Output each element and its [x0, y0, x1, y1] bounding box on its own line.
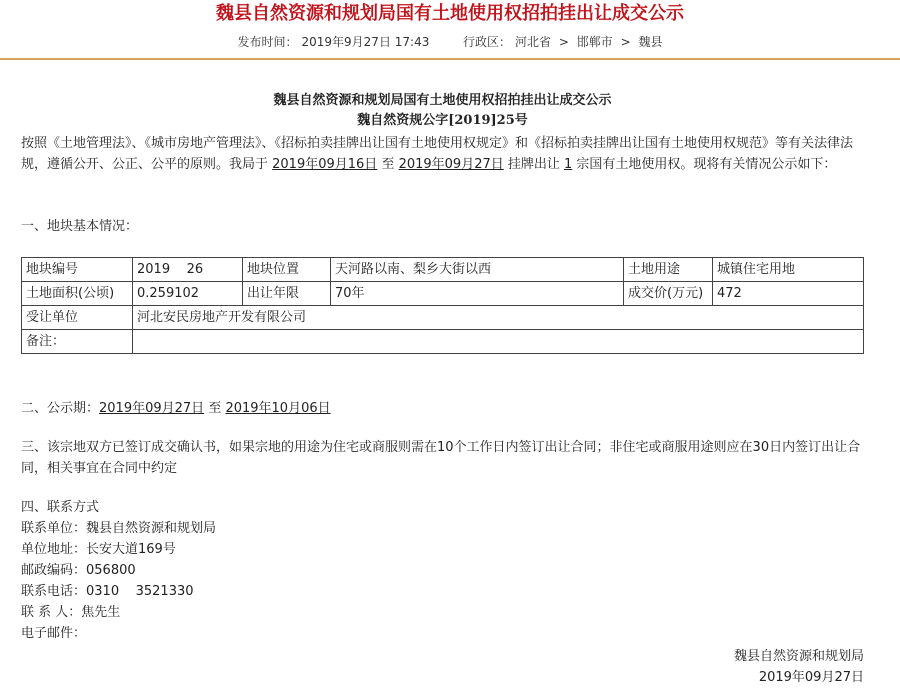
- signature-date: 2019年09月27日: [758, 670, 864, 685]
- intro-count: 1: [564, 157, 573, 172]
- breadcrumb-sep: >: [620, 35, 631, 49]
- table-row: [22, 282, 864, 306]
- intro-paragraph: 按照《土地管理法》、《城市房地产管理法》、《招标拍卖挂牌出让国有土地使用权规定》和《招标拍卖挂牌出让国有土地使用权规范》等有关法律法规，遵循公开、公正、公平的原则。我局于 2019年09月16日 至 2019年09月27日 挂牌出让 1 宗国有土地使用权。现将有关情况公示如下：: [21, 136, 854, 172]
- use-value: 城镇住宅用地: [713, 258, 864, 282]
- use-label: 土地用途: [624, 258, 713, 282]
- table-row: [22, 330, 864, 354]
- section2-publicity-period: 二、公示期：2019年09月27日 至 2019年10月06日: [21, 401, 331, 416]
- contact-person: 联 系 人：焦先生: [21, 605, 121, 620]
- price-label: 成交价(万元): [624, 282, 713, 306]
- table-row: [22, 306, 864, 330]
- contact-postcode: 邮政编码：056800: [21, 563, 136, 578]
- page-title: 魏县自然资源和规划局国有土地使用权招拍挂出让成交公示: [216, 3, 684, 24]
- contact-phone: 联系电话：0310 3521330: [21, 584, 194, 599]
- intro-date-end: 2019年09月27日: [398, 157, 504, 172]
- breadcrumb-sep: >: [558, 35, 569, 49]
- region-label: 行政区：: [463, 35, 512, 49]
- section1-heading: 一、地块基本情况：: [21, 219, 139, 234]
- parcel-table: [21, 257, 864, 354]
- region-province-link[interactable]: 河北省: [515, 35, 552, 49]
- term-label: 出让年限: [243, 282, 331, 306]
- contact-unit: 联系单位：魏县自然资源和规划局: [21, 521, 217, 536]
- publish-label: 发布时间：: [237, 35, 298, 49]
- area-value: 0.259102: [133, 282, 243, 306]
- region-city-link[interactable]: 邯郸市: [576, 35, 613, 49]
- section4-heading: 四、联系方式: [21, 500, 100, 515]
- grantee-value: 河北安民房地产开发有限公司: [133, 306, 864, 330]
- contact-address: 单位地址：长安大道169号: [21, 542, 176, 557]
- grantee-label: 受让单位: [22, 306, 133, 330]
- location-label: 地块位置: [243, 258, 331, 282]
- publish-time: 2019年9月27日 17:43: [301, 35, 430, 49]
- signature-org: 魏县自然资源和规划局: [733, 649, 864, 664]
- term-value: 70年: [331, 282, 624, 306]
- intro-date-start: 2019年09月16日: [272, 157, 378, 172]
- period-end: 2019年10月06日: [225, 401, 331, 416]
- remark-value: [133, 330, 864, 354]
- contact-section: [21, 497, 871, 644]
- contact-email: 电子邮件：: [21, 626, 87, 641]
- section3-contract-note: 三、该宗地双方已签订成交确认书，如果宗地的用途为住宅或商服则需在10个工作日内签订出让合同；非住宅或商服用途则应在30日内签订出让合同，相关事宜在合同中约定: [21, 440, 861, 476]
- parcel-no-value: 2019 26: [133, 258, 243, 282]
- document-number: 魏自然资规公字[2019]25号: [357, 113, 528, 128]
- location-value: 天河路以南、梨乡大街以西: [331, 258, 624, 282]
- remark-label: 备注：: [22, 330, 133, 354]
- publish-meta: [0, 33, 900, 51]
- header-divider: [0, 58, 900, 60]
- period-start: 2019年09月27日: [99, 401, 205, 416]
- area-label: 土地面积(公顷): [22, 282, 133, 306]
- region-county-link[interactable]: 魏县: [638, 35, 663, 49]
- price-value: 472: [713, 282, 864, 306]
- document-title: 魏县自然资源和规划局国有土地使用权招拍挂出让成交公示: [273, 93, 612, 108]
- table-row: [22, 258, 864, 282]
- parcel-no-label: 地块编号: [22, 258, 133, 282]
